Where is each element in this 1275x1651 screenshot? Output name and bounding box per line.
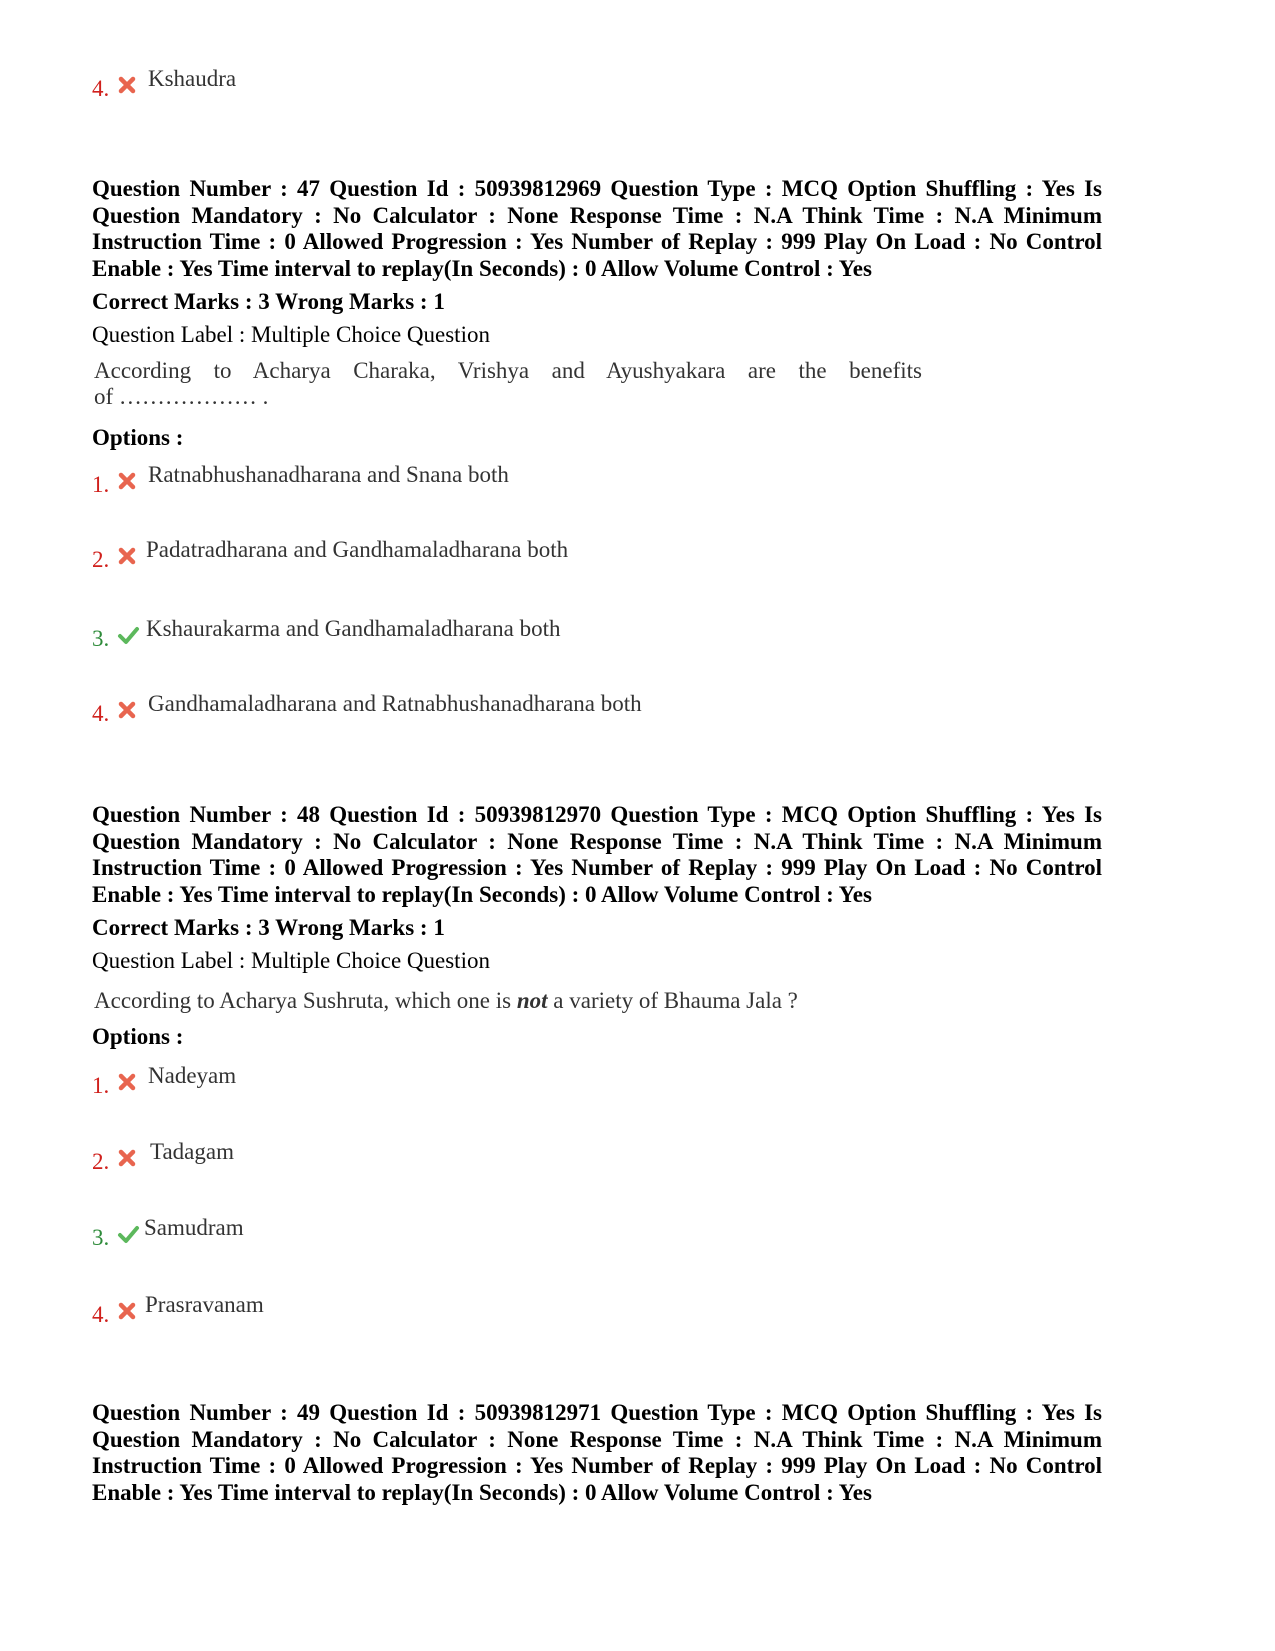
question-47-label: Question Label : Multiple Choice Question (92, 322, 490, 347)
option-text: Padatradharana and Gandhamaladharana both (146, 537, 569, 562)
option-number: 4. (92, 1302, 110, 1327)
option-number: 1. (92, 472, 110, 497)
option-number: 4. (92, 701, 110, 726)
option-text: Kshaurakarma and Gandhamaladharana both (146, 616, 561, 641)
cross-icon (116, 545, 138, 567)
option-text: Samudram (144, 1215, 244, 1240)
question-48-text-after: a variety of Bhauma Jala ? (547, 988, 798, 1013)
option-number: 3. (92, 1225, 110, 1250)
question-48-options-label: Options : (92, 1024, 184, 1049)
question-48-meta: Question Number : 48 Question Id : 50939812970 Question Type : MCQ Option Shuffling : Yes Is Question Mandatory : No Calculator : None Response Time : N.A Think Time : N.A Minimum Instruction Time : 0 Allowed Progression : Yes Number of Replay : 999 Play On Load : No Control Enable : Yes Time interval to replay(In Seconds) : 0 Allow Volume Control : Yes (92, 802, 1102, 907)
option-text: Gandhamaladharana and Ratnabhushanadharana both (148, 691, 642, 716)
question-47-marks: Correct Marks : 3 Wrong Marks : 1 (92, 289, 445, 314)
question-47-text-line-2: of ……………… . (94, 384, 269, 409)
question-49-meta: Question Number : 49 Question Id : 50939812971 Question Type : MCQ Option Shuffling : Yes Is Question Mandatory : No Calculator : None Response Time : N.A Think Time : N.A Minimum Instruction Time : 0 Allowed Progression : Yes Number of Replay : 999 Play On Load : No Control Enable : Yes Time interval to replay(In Seconds) : 0 Allow Volume Control : Yes (92, 1400, 1102, 1505)
cross-icon (116, 1071, 138, 1093)
option-text: Ratnabhushanadharana and Snana both (148, 462, 509, 487)
cross-icon (116, 74, 138, 96)
option-text: Nadeyam (148, 1063, 237, 1088)
check-icon (116, 1223, 140, 1245)
option-number: 3. (92, 626, 110, 651)
option-number: 2. (92, 1149, 110, 1174)
option-number: 2. (92, 547, 110, 572)
question-48-text-emphasis: not (516, 988, 548, 1013)
cross-icon (116, 470, 138, 492)
question-48-text-before: According to Acharya Sushruta, which one is (94, 988, 517, 1013)
cross-icon (116, 1300, 138, 1322)
question-48-label: Question Label : Multiple Choice Question (92, 948, 490, 973)
cross-icon (116, 699, 138, 721)
cross-icon (116, 1147, 138, 1169)
option-text: Prasravanam (145, 1292, 264, 1317)
option-number: 4. (92, 76, 110, 101)
question-48-marks: Correct Marks : 3 Wrong Marks : 1 (92, 915, 445, 940)
question-48-text (94, 988, 798, 1014)
option-text: Tadagam (150, 1139, 234, 1164)
option-text: Kshaudra (148, 66, 237, 91)
question-47-meta: Question Number : 47 Question Id : 50939812969 Question Type : MCQ Option Shuffling : Yes Is Question Mandatory : No Calculator : None Response Time : N.A Think Time : N.A Minimum Instruction Time : 0 Allowed Progression : Yes Number of Replay : 999 Play On Load : No Control Enable : Yes Time interval to replay(In Seconds) : 0 Allow Volume Control : Yes (92, 176, 1102, 281)
question-47-text-line-1: According to Acharya Charaka, Vrishya and Ayushyakara are the benefits (94, 358, 922, 383)
question-47-text (94, 358, 922, 410)
question-47-options-label: Options : (92, 425, 184, 450)
option-number: 1. (92, 1073, 110, 1098)
check-icon (116, 624, 140, 646)
